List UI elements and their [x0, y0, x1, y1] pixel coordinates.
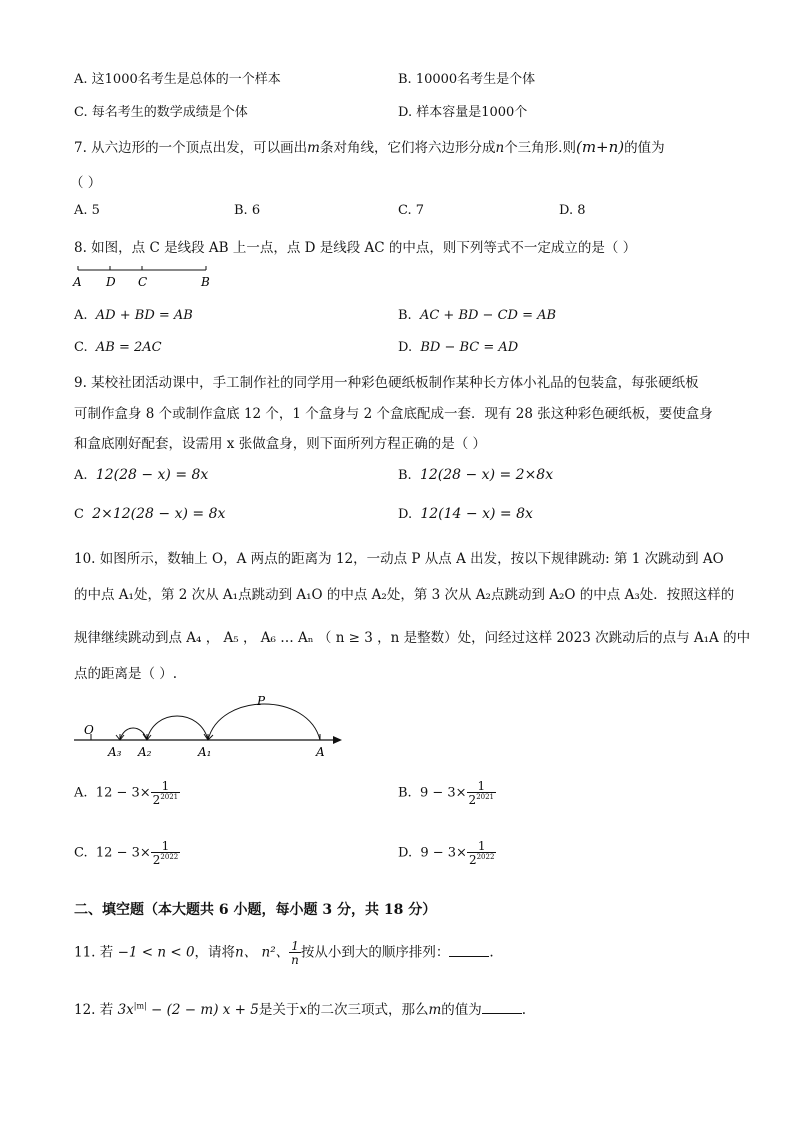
- q8-option-a: A. AD + BD = AB: [74, 308, 193, 323]
- q12-answer-blank[interactable]: [482, 1001, 522, 1014]
- q10-option-a: A. 12 − 3× $\frac{1}{2^{2021}}$: [74, 779, 179, 807]
- q8-option-d: D. BD − BC = AD: [398, 340, 519, 355]
- q8-segment-diagram: [70, 262, 220, 292]
- q10-stem-line4: 点的距离是（ ）.: [74, 666, 178, 682]
- q8-option-b: B. AC + BD − CD = AB: [398, 308, 557, 323]
- q10-label-a1: A₁: [198, 745, 212, 759]
- q8-label-d: D: [106, 275, 116, 289]
- q12-stem: 12. 若 $3x^{|m|} - (2 - m) x + 5$是关于x的二次三项式，那么m的值为 .: [74, 1001, 527, 1018]
- q8-label-b: B: [201, 275, 210, 289]
- q8-label-a: A: [73, 275, 82, 289]
- q10-option-d: D. 9 − 3× $\frac{1}{2^{2022}}$: [398, 839, 495, 867]
- q7-option-b: B. 6: [234, 203, 261, 218]
- q9-option-b: B. 12(28 − x) = 2×8x: [398, 467, 554, 483]
- section-2-heading: 二、填空题（本大题共 6 小题，每小题 3 分，共 18 分）: [74, 902, 437, 918]
- q9-option-c: C 2×12(28 − x) = 8x: [74, 506, 226, 522]
- q8-label-c: C: [138, 275, 148, 289]
- q7-option-c: C. 7: [398, 203, 425, 218]
- q8-stem: 8. 如图，点 C 是线段 AB 上一点，点 D 是线段 AC 的中点，则下列等式不一定成立的是（ ）: [74, 240, 637, 256]
- q9-stem-line3: 和盒底刚好配套，设需用 x 张做盒身，则下面所列方程正确的是（ ）: [74, 436, 486, 452]
- q11-stem: 11. 若 −1 < n < 0，请将n、 n²、 $\frac{1}{n}$ 按从小到大的顺序排列： .: [74, 939, 494, 967]
- q10-number-line-diagram: [70, 690, 360, 762]
- q6-option-b: B. 10000名考生是个体: [398, 72, 536, 87]
- q11-answer-blank[interactable]: [449, 944, 489, 957]
- q10-stem-line3: 规律继续跳动到点 A₄ ， A₅ ， A₆ … Aₙ （ n ≥ 3 ，n 是整数）处，问经过这样 2023 次跳动后的点与 A₁A 的中: [74, 630, 751, 646]
- q10-option-b-fraction: $\frac{1}{2^{2021}}$: [468, 779, 495, 807]
- q10-label-o: O: [84, 723, 94, 737]
- q6-option-a: A. 这1000名考生是总体的一个样本: [74, 72, 281, 87]
- q8-option-c: C. AB = 2AC: [74, 340, 162, 355]
- q7-stem: 7. 从六边形的一个顶点出发，可以画出m条对角线，它们将六边形分成n个三角形.则(m+n)的值为: [74, 138, 665, 156]
- q6-option-c: C. 每名考生的数学成绩是个体: [74, 105, 248, 120]
- q10-label-p: P: [257, 694, 266, 708]
- q10-label-a: A: [316, 745, 325, 759]
- q11-fraction: $\frac{1}{n}$: [291, 939, 299, 967]
- q10-label-a2: A₂: [138, 745, 152, 759]
- q10-stem-line2: 的中点 A₁处，第 2 次从 A₁点跳动到 A₁O 的中点 A₂处，第 3 次从 A₂点跳动到 A₂O 的中点 A₃处．按照这样的: [74, 587, 735, 603]
- q10-option-c: C. 12 − 3× $\frac{1}{2^{2022}}$: [74, 839, 179, 867]
- q10-option-c-fraction: $\frac{1}{2^{2022}}$: [152, 839, 179, 867]
- q10-option-d-fraction: $\frac{1}{2^{2022}}$: [468, 839, 495, 867]
- q9-stem-line1: 9. 某校社团活动课中，手工制作社的同学用一种彩色硬纸板制作某种长方体小礼品的包装盒，每张硬纸板: [74, 375, 699, 391]
- q7-answer-paren: （ ）: [70, 175, 102, 191]
- q9-option-d: D. 12(14 − x) = 8x: [398, 506, 533, 522]
- q10-option-a-fraction: $\frac{1}{2^{2021}}$: [152, 779, 179, 807]
- q10-option-b: B. 9 − 3× $\frac{1}{2^{2021}}$: [398, 779, 495, 807]
- q9-stem-line2: 可制作盒身 8 个或制作盒底 12 个，1 个盒身与 2 个盒底配成一套．现有 28 张这种彩色硬纸板，要使盒身: [74, 406, 713, 422]
- q9-option-a: A. 12(28 − x) = 8x: [74, 467, 209, 483]
- q6-option-d: D. 样本容量是1000个: [398, 105, 528, 120]
- q7-option-a: A. 5: [74, 203, 100, 218]
- q10-stem-line1: 10. 如图所示，数轴上 O，A 两点的距离为 12，一动点 P 从点 A 出发，按以下规律跳动: 第 1 次跳动到 AO: [74, 551, 724, 567]
- q7-option-d: D. 8: [559, 203, 586, 218]
- q10-label-a3: A₃: [108, 745, 122, 759]
